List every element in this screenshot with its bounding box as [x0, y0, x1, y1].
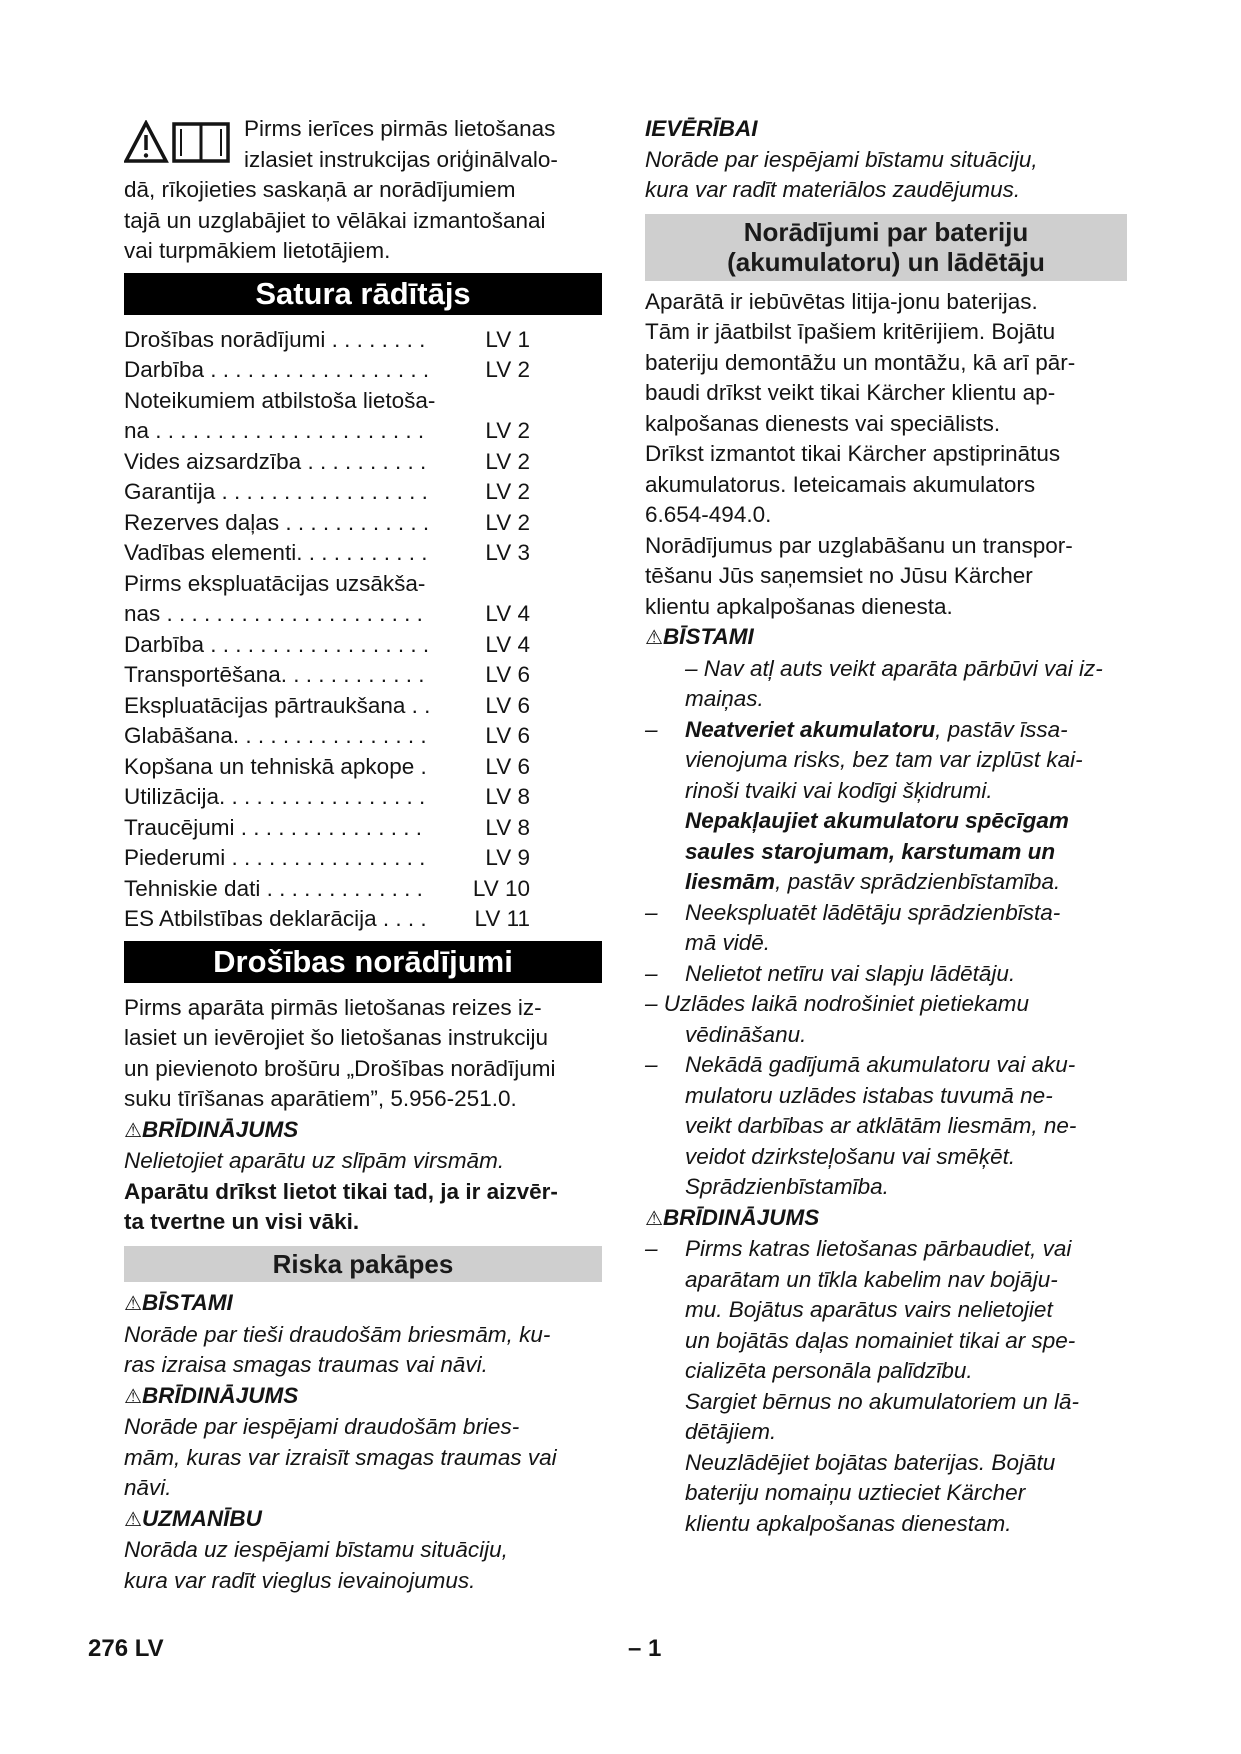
- toc-entry: [124, 569, 602, 600]
- toc-entry: [124, 355, 602, 386]
- toc-entry: [124, 416, 602, 447]
- safety-line: un pievienoto brošūru „Drošības norādījumi: [124, 1055, 556, 1081]
- list-item: – Nekādā gadījumā akumulatoru vai aku-: [645, 1052, 1076, 1077]
- list-item-cont: mu. Bojātus aparātus vairs nelietojiet: [685, 1297, 1053, 1322]
- toc-entry-label: Noteikumiem atbilstoša lietoša-: [124, 387, 436, 413]
- toc-entry: [124, 691, 602, 722]
- toc-entry: [124, 325, 602, 356]
- danger-heading: ⚠BĪSTAMI: [124, 1290, 233, 1315]
- toc-entry-label: Darbība . . . . . . . . . . . . . . . . . .: [124, 357, 430, 382]
- caution-text: Norāda uz iespējami bīstamu situāciju,: [124, 1537, 508, 1562]
- intro-line: Pirms ierīces pirmās lietošanas: [244, 116, 556, 141]
- warning-text: nāvi.: [124, 1475, 172, 1500]
- warning-icon: ⚠: [124, 1119, 142, 1142]
- caution-heading: ⚠UZMANĪBU: [124, 1505, 262, 1531]
- list-item: – Nav atļ auts veikt aparāta pārbūvi vai iz-: [685, 655, 1103, 681]
- toc-entry: [124, 447, 602, 478]
- toc-entry-label: Tehniskie dati . . . . . . . . . . . . .: [124, 875, 423, 901]
- toc-entry-page: LV 4: [485, 601, 530, 626]
- warning-text: Nelietojiet aparātu uz slīpām virsmām.: [124, 1148, 505, 1173]
- list-item-cont: veikt darbības ar atklātām liesmām, ne-: [685, 1113, 1077, 1138]
- list-item-cont: cializēta personāla palīdzību.: [685, 1358, 973, 1383]
- attention-text: Norāde par iespējami bīstamu situāciju,: [645, 146, 1038, 172]
- intro-line: tajā un uzglabājiet to vēlākai izmantošanai: [124, 207, 546, 233]
- list-item-cont: saules starojumam, karstumam un: [685, 838, 1056, 864]
- risk-levels-title: Riska pakāpes: [124, 1246, 602, 1283]
- toc-entry: [124, 599, 602, 630]
- page-counter: – 1: [628, 1635, 662, 1662]
- list-item-cont: maiņas.: [685, 686, 764, 711]
- battery-line: Tām ir jāatbilst īpašiem kritērijiem. Bojātu: [645, 319, 1056, 344]
- list-item-cont: rinoši tvaiki vai kodīgi šķidrumi.: [685, 777, 993, 803]
- battery-line: akumulatorus. Ieteicamais akumulators: [645, 471, 1036, 497]
- list-item-cont: un bojātās daļas nomainiet tikai ar spe-: [685, 1327, 1076, 1353]
- intro-line: vai turpmākiem lietotājiem.: [124, 238, 391, 263]
- list-item-cont: klientu apkalpošanas dienestam.: [685, 1510, 1012, 1536]
- toc-entry-label: Garantija . . . . . . . . . . . . . . . . .: [124, 479, 428, 504]
- bold-notice-line: Aparātu drīkst lietot tikai tad, ja ir aizvēr-: [124, 1178, 558, 1204]
- battery-line: Drīkst izmantot tikai Kärcher apstiprinātus: [645, 441, 1061, 466]
- list-item-cont: liesmām, pastāv sprādzienbīstamība.: [685, 869, 1061, 894]
- toc-entry: [124, 660, 602, 691]
- safety-line: Pirms aparāta pirmās lietošanas reizes iz-: [124, 994, 542, 1020]
- toc-entry-label: Piederumi . . . . . . . . . . . . . . . .: [124, 845, 426, 870]
- intro-block: [124, 114, 602, 267]
- list-item-cont: mulatoru uzlādes istabas tuvumā ne-: [685, 1082, 1053, 1108]
- warning-manual-icon: [124, 120, 232, 164]
- toc-entry: [124, 538, 602, 569]
- danger-heading: ⚠BĪSTAMI: [645, 624, 754, 649]
- list-item: – Pirms katras lietošanas pārbaudiet, vai: [645, 1236, 1072, 1261]
- list-item-cont: Sargiet bērnus no akumulatoriem un lā-: [685, 1388, 1079, 1414]
- battery-line: kalpošanas dienests vai speciālists.: [645, 410, 1001, 436]
- left-column: [124, 114, 602, 1596]
- toc-entry-page: LV 10: [472, 875, 530, 901]
- warning-icon: ⚠: [124, 1385, 142, 1408]
- battery-line: klientu apkalpošanas dienesta.: [645, 593, 953, 619]
- toc-entry-label: na . . . . . . . . . . . . . . . . . . . . . .: [124, 418, 425, 443]
- list-item-cont: aparātam un tīkla kabelim nav bojāju-: [685, 1266, 1058, 1292]
- toc-entry-page: LV 1: [485, 326, 530, 352]
- toc-entry-page: LV 2: [485, 418, 530, 443]
- toc-entry-page: LV 11: [474, 906, 530, 931]
- caution-text: kura var radīt vieglus ievainojumus.: [124, 1567, 476, 1593]
- safety-line: lasiet un ievērojiet šo lietošanas instrukciju: [124, 1025, 548, 1050]
- toc-entry-page: LV 6: [485, 723, 530, 748]
- list-item-cont: Nepakļaujiet akumulatoru spēcīgam: [685, 808, 1069, 833]
- toc-entry-page: LV 6: [485, 753, 530, 779]
- toc-title: Satura rādītājs: [124, 273, 602, 315]
- list-item-cont: Sprādzienbīstamība.: [685, 1174, 889, 1199]
- toc-entry-page: LV 2: [485, 448, 530, 474]
- toc-entry-label: Drošības norādījumi . . . . . . . .: [124, 326, 426, 352]
- warning-text: Norāde par iespējami draudošām bries-: [124, 1414, 520, 1439]
- toc-entry-label: ES Atbilstības deklarācija . . . .: [124, 906, 427, 931]
- toc-entry-label: Darbība . . . . . . . . . . . . . . . . . .: [124, 631, 430, 657]
- toc-entry: [124, 843, 602, 874]
- list-item: – Nelietot netīru vai slapju lādētāju.: [645, 960, 1016, 986]
- battery-line: bateriju demontāžu un montāžu, kā arī pār-: [645, 349, 1076, 375]
- toc-entry-page: LV 2: [485, 479, 530, 504]
- toc-entry-page: LV 8: [485, 784, 530, 809]
- toc-entry-page: LV 2: [485, 509, 530, 535]
- toc-entry-label: Glabāšana. . . . . . . . . . . . . . . .: [124, 723, 427, 748]
- danger-text: ras izraisa smagas traumas vai nāvi.: [124, 1352, 488, 1377]
- list-item-cont: vienojuma risks, bez tam var izplūst kai-: [685, 747, 1083, 772]
- list-item-cont: dētājiem.: [685, 1419, 777, 1444]
- safety-title: Drošības norādījumi: [124, 941, 602, 983]
- attention-heading: IEVĒRĪBAI: [645, 116, 758, 141]
- warning-heading: ⚠BRĪDINĀJUMS: [645, 1204, 820, 1230]
- toc-entry: [124, 904, 602, 935]
- toc-entry-page: LV 6: [485, 662, 530, 687]
- toc-entry-page: LV 4: [485, 631, 530, 657]
- list-item-cont: bateriju nomaiņu uztieciet Kärcher: [685, 1480, 1026, 1505]
- battery-line: Norādījumus par uzglabāšanu un transpor-: [645, 532, 1073, 558]
- warning-icon: ⚠: [124, 1293, 142, 1315]
- list-item: – Neekspluatēt lādētāju sprādzienbīsta-: [645, 899, 1061, 925]
- warning-heading: ⚠BRĪDINĀJUMS: [124, 1382, 299, 1408]
- battery-line: 6.654-494.0.: [645, 502, 772, 527]
- toc-entry-label: Utilizācija. . . . . . . . . . . . . . . . .: [124, 784, 426, 809]
- warning-heading: ⚠BRĪDINĀJUMS: [124, 1116, 299, 1142]
- toc-entry: [124, 721, 602, 752]
- list-item: – Neatveriet akumulatoru, pastāv īssa-: [645, 716, 1068, 742]
- toc-entry: [124, 752, 602, 783]
- toc-entry-label: Kopšana un tehniskā apkope .: [124, 753, 427, 779]
- attention-text: kura var radīt materiālos zaudējumus.: [645, 177, 1021, 202]
- warning-icon: ⚠: [645, 1207, 663, 1230]
- toc-entry-label: Vadības elementi. . . . . . . . . . .: [124, 540, 428, 565]
- danger-text: Norāde par tieši draudošām briesmām, ku-: [124, 1321, 551, 1347]
- list-item-cont: vēdināšanu.: [685, 1021, 807, 1047]
- toc-entry: [124, 874, 602, 905]
- toc-entry-label: Traucējumi . . . . . . . . . . . . . . .: [124, 814, 422, 840]
- toc-entry: [124, 813, 602, 844]
- safety-line: suku tīrīšanas aparātiem”, 5.956-251.0.: [124, 1086, 517, 1111]
- list-item-cont: veidot dzirksteļošanu vai smēķēt.: [685, 1143, 1016, 1169]
- toc-entry: [124, 477, 602, 508]
- warning-text: mām, kuras var izraisīt smagas traumas vai: [124, 1444, 557, 1470]
- toc-entry: [124, 630, 602, 661]
- battery-text: [645, 287, 1127, 623]
- page-number: 276 LV: [88, 1635, 164, 1662]
- intro-line: dā, rīkojieties saskaņā ar norādījumiem: [124, 177, 516, 202]
- battery-title: Norādījumi par bateriju (akumulatoru) un lādētāju: [645, 214, 1127, 281]
- warning-icon: ⚠: [645, 627, 663, 649]
- toc-entry-label: nas . . . . . . . . . . . . . . . . . . . . .: [124, 601, 423, 626]
- toc-entry-label: Ekspluatācijas pārtraukšana . .: [124, 692, 431, 718]
- toc-entry-label: Vides aizsardzība . . . . . . . . . .: [124, 448, 427, 474]
- right-column: [645, 114, 1127, 1539]
- battery-line: baudi drīkst veikt tikai Kärcher klientu ap-: [645, 380, 1056, 405]
- list-item-cont: mā vidē.: [685, 930, 771, 955]
- bold-notice-line: ta tvertne un visi vāki.: [124, 1209, 360, 1234]
- toc-entry-page: LV 3: [485, 540, 530, 565]
- intro-line: izlasiet instrukcijas oriģinālvalo-: [244, 146, 558, 172]
- toc-entry-page: LV 6: [485, 692, 530, 718]
- warning-icon: ⚠: [124, 1508, 142, 1531]
- toc-entry: [124, 386, 602, 417]
- toc-entry-label: Transportēšana. . . . . . . . . . . .: [124, 662, 425, 687]
- toc-entry-page: LV 8: [485, 814, 530, 840]
- toc-entry-page: LV 2: [485, 357, 530, 382]
- list-item: – Uzlādes laikā nodrošiniet pietiekamu: [645, 991, 1029, 1016]
- toc-entry-page: LV 9: [485, 845, 530, 870]
- battery-line: Aparātā ir iebūvētas litija-jonu baterijas.: [645, 288, 1038, 314]
- battery-line: tēšanu Jūs saņemsiet no Jūsu Kärcher: [645, 563, 1033, 588]
- toc-entry-label: Pirms ekspluatācijas uzsākša-: [124, 570, 426, 596]
- toc-entry-label: Rezerves daļas . . . . . . . . . . . .: [124, 509, 430, 535]
- toc-entry: [124, 782, 602, 813]
- toc-entry: [124, 508, 602, 539]
- table-of-contents: [124, 325, 602, 935]
- list-item-cont: Neuzlādējiet bojātas baterijas. Bojātu: [685, 1449, 1056, 1475]
